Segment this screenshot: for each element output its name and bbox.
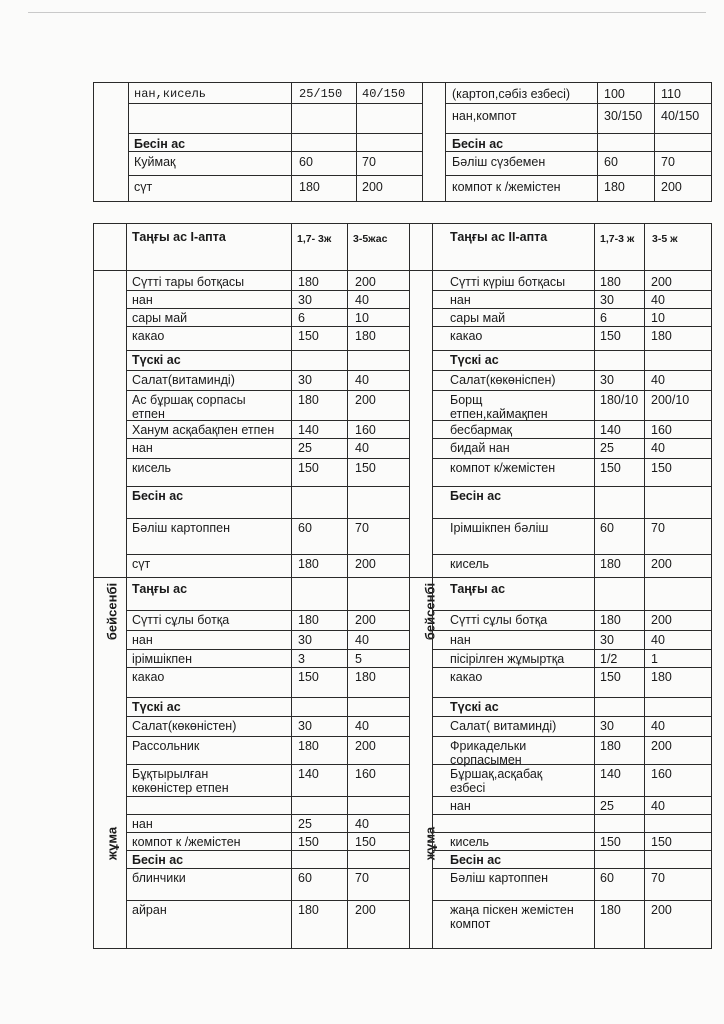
left-qty-small: 140: [298, 767, 319, 781]
left-qty-large: 200: [355, 903, 376, 917]
right-qty-large: 180: [651, 670, 672, 684]
top-table-column-line: [291, 83, 292, 201]
header-separator: [94, 270, 711, 271]
right-qty-large: 200: [651, 613, 672, 627]
left-qty-small: 25: [298, 441, 312, 455]
left-qty-small: 180: [298, 613, 319, 627]
main-left-row-line: [126, 458, 409, 459]
left-qty-large: 180: [355, 329, 376, 343]
top-left-dish: Бесін ас: [134, 137, 186, 151]
top-left-dish: сүт: [134, 180, 153, 194]
left-qty-small: 140: [298, 423, 319, 437]
main-right-row-line: [432, 308, 711, 309]
top-left-dish: Куймақ: [134, 155, 176, 169]
right-qty-small: 150: [600, 670, 621, 684]
main-right-row-line: [432, 736, 711, 737]
right-dish: Ірімшікпен бәліш: [450, 521, 549, 535]
right-qty-large: 40: [651, 719, 665, 733]
main-right-row-line: [432, 438, 711, 439]
left-dish: Түскі ас: [132, 700, 181, 714]
left-qty-large: 150: [355, 461, 376, 475]
main-table-column-line: [291, 224, 292, 948]
left-qty-small: 150: [298, 835, 319, 849]
right-dish: жаңа піскен жемістен компот: [450, 903, 574, 931]
right-dish: пісірілген жұмыртқа: [450, 652, 565, 666]
top-table-row-line: [445, 175, 711, 176]
left-qty-large: 5: [355, 652, 362, 666]
top-right-qty-large: 200: [661, 180, 682, 194]
right-qty-small: 180: [600, 557, 621, 571]
right-dish: Салат(көкөніспен): [450, 373, 556, 387]
right-dish: Сүтті сұлы ботқа: [450, 613, 548, 627]
top-right-dish: компот к /жемістен: [452, 180, 561, 194]
left-dish: нан: [132, 817, 153, 831]
right-dish: Салат( витаминді): [450, 719, 557, 733]
main-right-row-line: [432, 554, 711, 555]
right-qty-large: 1: [651, 652, 658, 666]
left-qty-small: 30: [298, 293, 312, 307]
left-dish: Бұқтырылған көкөністер етпен: [132, 767, 229, 795]
right-header-col2: 3-5 ж: [652, 233, 678, 245]
top-right-dish: нан,компот: [452, 109, 517, 123]
right-dish: кисель: [450, 557, 490, 571]
day-label-friday-right: жұма: [422, 826, 438, 861]
right-qty-small: 140: [600, 767, 621, 781]
right-qty-large: 40: [651, 633, 665, 647]
main-right-row-line: [432, 290, 711, 291]
main-table-column-line: [644, 224, 645, 948]
right-qty-large: 10: [651, 311, 665, 325]
right-qty-large: 40: [651, 441, 665, 455]
top-right-dish: (картоп,сәбіз езбесі): [452, 87, 571, 101]
main-right-row-line: [432, 370, 711, 371]
left-dish: Таңғы ас: [132, 582, 188, 596]
main-left-row-line: [126, 900, 409, 901]
top-right-dish: Бесін ас: [452, 137, 504, 151]
right-dish: бидай нан: [450, 441, 510, 455]
right-dish: компот к/жемістен: [450, 461, 556, 475]
left-dish: какао: [132, 670, 165, 684]
right-qty-large: 70: [651, 521, 665, 535]
right-dish: нан: [450, 799, 471, 813]
left-qty-small: 25: [298, 817, 312, 831]
right-qty-large: 200/10: [651, 393, 690, 407]
right-dish: Таңғы ас: [450, 582, 506, 596]
main-left-row-line: [126, 554, 409, 555]
main-left-row-line: [126, 814, 409, 815]
left-qty-large: 200: [355, 613, 376, 627]
main-right-row-line: [432, 458, 711, 459]
top-table-column-line: [597, 83, 598, 201]
main-right-row-line: [432, 716, 711, 717]
main-right-row-line: [432, 518, 711, 519]
top-right-qty-large: 40/150: [661, 109, 700, 123]
right-qty-large: 150: [651, 461, 672, 475]
left-dish: Бесін ас: [132, 489, 184, 503]
main-right-row-line: [432, 486, 711, 487]
main-left-row-line: [126, 716, 409, 717]
right-dish: нан: [450, 633, 471, 647]
top-right-qty-small: 180: [604, 180, 625, 194]
left-dish: какао: [132, 329, 165, 343]
right-qty-small: 180: [600, 739, 621, 753]
main-left-row-line: [126, 832, 409, 833]
top-right-qty-small: 30/150: [604, 109, 643, 123]
main-right-row-line: [432, 697, 711, 698]
main-left-row-line: [126, 610, 409, 611]
main-right-row-line: [432, 649, 711, 650]
main-left-row-line: [126, 350, 409, 351]
left-dish: Салат(витаминді): [132, 373, 235, 387]
left-dish: блинчики: [132, 871, 186, 885]
top-table-row-line: [445, 133, 711, 134]
right-dish: бесбармақ: [450, 423, 513, 437]
main-left-row-line: [126, 868, 409, 869]
left-qty-large: 150: [355, 835, 376, 849]
top-table-row-line: [445, 103, 711, 104]
left-qty-small: 30: [298, 719, 312, 733]
top-left-qty-large: 40/150: [362, 87, 406, 101]
left-dish: компот к /жемістен: [132, 835, 241, 849]
right-dish: Бесін ас: [450, 489, 502, 503]
right-qty-large: 200: [651, 275, 672, 289]
main-left-row-line: [126, 370, 409, 371]
day-label-friday-left: жұма: [104, 826, 120, 861]
left-dish: сары май: [132, 311, 188, 325]
left-qty-small: 60: [298, 871, 312, 885]
top-right-qty-large: 70: [661, 155, 675, 169]
left-qty-small: 6: [298, 311, 305, 325]
top-left-qty-large: 70: [362, 155, 376, 169]
left-dish: Бәліш картоппен: [132, 521, 231, 535]
main-right-row-line: [432, 326, 711, 327]
right-dish: Бәліш картоппен: [450, 871, 549, 885]
main-table-column-line: [432, 224, 433, 948]
right-dish: Түскі ас: [450, 700, 499, 714]
left-qty-small: 150: [298, 670, 319, 684]
left-dish: Рассольник: [132, 739, 200, 753]
main-table-column-line: [409, 224, 410, 948]
main-left-row-line: [126, 764, 409, 765]
main-left-row-line: [126, 649, 409, 650]
top-table-row-line: [128, 133, 422, 134]
day-separator: [94, 577, 711, 578]
right-qty-small: 30: [600, 719, 614, 733]
right-qty-small: 60: [600, 521, 614, 535]
top-right-qty-large: 110: [661, 87, 681, 101]
top-left-qty-small: 60: [299, 155, 313, 169]
right-qty-large: 180: [651, 329, 672, 343]
left-header-col1: 1,7- 3ж: [297, 233, 332, 245]
main-right-row-line: [432, 350, 711, 351]
right-qty-small: 180: [600, 613, 621, 627]
main-right-row-line: [432, 390, 711, 391]
main-right-row-line: [432, 796, 711, 797]
main-right-row-line: [432, 832, 711, 833]
main-left-row-line: [126, 326, 409, 327]
top-table-column-line: [128, 83, 129, 201]
left-header-title: Таңғы ас І-апта: [132, 230, 226, 244]
left-dish: Түскі ас: [132, 353, 181, 367]
left-qty-small: 60: [298, 521, 312, 535]
left-dish: кисель: [132, 461, 172, 475]
left-dish: Салат(көкөністен): [132, 719, 237, 733]
left-header-col2: 3-5жас: [353, 233, 388, 245]
left-dish: айран: [132, 903, 167, 917]
main-left-row-line: [126, 697, 409, 698]
main-left-row-line: [126, 518, 409, 519]
left-qty-small: 150: [298, 461, 319, 475]
left-qty-small: 180: [298, 557, 319, 571]
right-qty-small: 180: [600, 275, 621, 289]
left-qty-large: 40: [355, 719, 369, 733]
left-dish: Сүтті тары ботқасы: [132, 275, 245, 289]
main-left-row-line: [126, 850, 409, 851]
right-qty-large: 200: [651, 903, 672, 917]
right-qty-large: 40: [651, 799, 665, 813]
main-table-column-line: [347, 224, 348, 948]
right-qty-small: 1/2: [600, 652, 618, 666]
left-qty-large: 160: [355, 423, 376, 437]
right-qty-small: 25: [600, 799, 614, 813]
left-qty-large: 200: [355, 739, 376, 753]
left-qty-small: 180: [298, 739, 319, 753]
right-qty-large: 200: [651, 739, 672, 753]
top-left-qty-large: 200: [362, 180, 383, 194]
main-left-row-line: [126, 736, 409, 737]
left-qty-large: 200: [355, 275, 376, 289]
right-qty-small: 6: [600, 311, 607, 325]
main-left-row-line: [126, 308, 409, 309]
left-dish: сүт: [132, 557, 151, 571]
right-dish: Борщ етпен,каймақпен: [450, 393, 548, 421]
left-qty-large: 160: [355, 767, 376, 781]
right-qty-small: 150: [600, 461, 621, 475]
top-right-dish: Бәліш сүзбемен: [452, 155, 546, 169]
top-left-dish: нан,кисель: [134, 87, 207, 101]
left-qty-large: 70: [355, 871, 369, 885]
main-right-row-line: [432, 850, 711, 851]
left-qty-small: 30: [298, 633, 312, 647]
right-dish: Түскі ас: [450, 353, 499, 367]
left-qty-large: 70: [355, 521, 369, 535]
main-left-row-line: [126, 290, 409, 291]
top-left-qty-small: 25/150: [299, 87, 343, 101]
main-right-row-line: [432, 900, 711, 901]
main-left-row-line: [126, 390, 409, 391]
right-header-col1: 1,7-3 ж: [600, 233, 635, 245]
right-qty-large: 40: [651, 373, 665, 387]
right-dish: кисель: [450, 835, 490, 849]
right-qty-small: 30: [600, 373, 614, 387]
top-table-column-line: [654, 83, 655, 201]
main-right-row-line: [432, 630, 711, 631]
right-qty-large: 200: [651, 557, 672, 571]
right-qty-small: 140: [600, 423, 621, 437]
main-left-row-line: [126, 796, 409, 797]
left-qty-large: 40: [355, 817, 369, 831]
top-right-qty-small: 100: [604, 87, 625, 101]
left-dish: нан: [132, 441, 153, 455]
top-table-row-line: [128, 175, 422, 176]
right-qty-small: 150: [600, 329, 621, 343]
left-qty-large: 200: [355, 393, 376, 407]
top-table-row-line: [128, 151, 422, 152]
right-header-title: Таңғы ас ІІ-апта: [450, 230, 548, 244]
right-qty-large: 40: [651, 293, 665, 307]
right-qty-small: 30: [600, 633, 614, 647]
right-qty-small: 180: [600, 903, 621, 917]
top-table-column-line: [445, 83, 446, 201]
right-dish: Бесін ас: [450, 853, 502, 867]
main-left-row-line: [126, 438, 409, 439]
right-dish: какао: [450, 670, 483, 684]
top-table-row-line: [445, 151, 711, 152]
top-left-qty-small: 180: [299, 180, 320, 194]
right-qty-small: 180/10: [600, 393, 639, 407]
right-qty-large: 150: [651, 835, 672, 849]
top-menu-table: [93, 82, 712, 202]
left-dish: Ас бұршақ сорпасы етпен: [132, 393, 246, 421]
left-qty-small: 180: [298, 393, 319, 407]
left-dish: ірімшікпен: [132, 652, 192, 666]
top-table-column-line: [356, 83, 357, 201]
main-right-row-line: [432, 667, 711, 668]
left-dish: Бесін ас: [132, 853, 184, 867]
main-left-row-line: [126, 486, 409, 487]
page-top-rule: [28, 12, 706, 13]
right-dish: Бұршақ,асқабақ езбесі: [450, 767, 543, 795]
left-dish: нан: [132, 293, 153, 307]
left-qty-large: 40: [355, 633, 369, 647]
right-dish: какао: [450, 329, 483, 343]
left-dish: Ханум асқабақпен етпен: [132, 423, 275, 437]
top-table-row-line: [128, 103, 422, 104]
main-table-column-line: [594, 224, 595, 948]
left-qty-small: 30: [298, 373, 312, 387]
right-qty-small: 150: [600, 835, 621, 849]
left-qty-large: 40: [355, 441, 369, 455]
right-qty-small: 60: [600, 871, 614, 885]
main-right-row-line: [432, 814, 711, 815]
right-dish: Сүтті күріш ботқасы: [450, 275, 566, 289]
day-label-thursday-left: бейсенбі: [104, 582, 120, 641]
left-qty-large: 180: [355, 670, 376, 684]
left-qty-large: 200: [355, 557, 376, 571]
right-dish: нан: [450, 293, 471, 307]
left-dish: нан: [132, 633, 153, 647]
right-qty-small: 25: [600, 441, 614, 455]
left-dish: Сүтті сұлы ботқа: [132, 613, 230, 627]
left-qty-small: 150: [298, 329, 319, 343]
day-label-thursday-right: бейсенбі: [422, 582, 438, 641]
right-qty-large: 70: [651, 871, 665, 885]
left-qty-small: 180: [298, 275, 319, 289]
main-left-row-line: [126, 630, 409, 631]
weekly-menu-table: [93, 223, 712, 949]
top-right-qty-small: 60: [604, 155, 618, 169]
right-dish: Фрикадельки сорпасымен: [450, 739, 527, 767]
main-table-column-line: [126, 224, 127, 948]
right-qty-large: 160: [651, 423, 672, 437]
left-qty-small: 180: [298, 903, 319, 917]
left-qty-large: 40: [355, 373, 369, 387]
left-qty-large: 40: [355, 293, 369, 307]
right-qty-large: 160: [651, 767, 672, 781]
right-qty-small: 30: [600, 293, 614, 307]
top-table-column-line: [422, 83, 423, 201]
main-left-row-line: [126, 667, 409, 668]
left-qty-large: 10: [355, 311, 369, 325]
main-right-row-line: [432, 868, 711, 869]
right-dish: сары май: [450, 311, 506, 325]
main-right-row-line: [432, 610, 711, 611]
left-qty-small: 3: [298, 652, 305, 666]
